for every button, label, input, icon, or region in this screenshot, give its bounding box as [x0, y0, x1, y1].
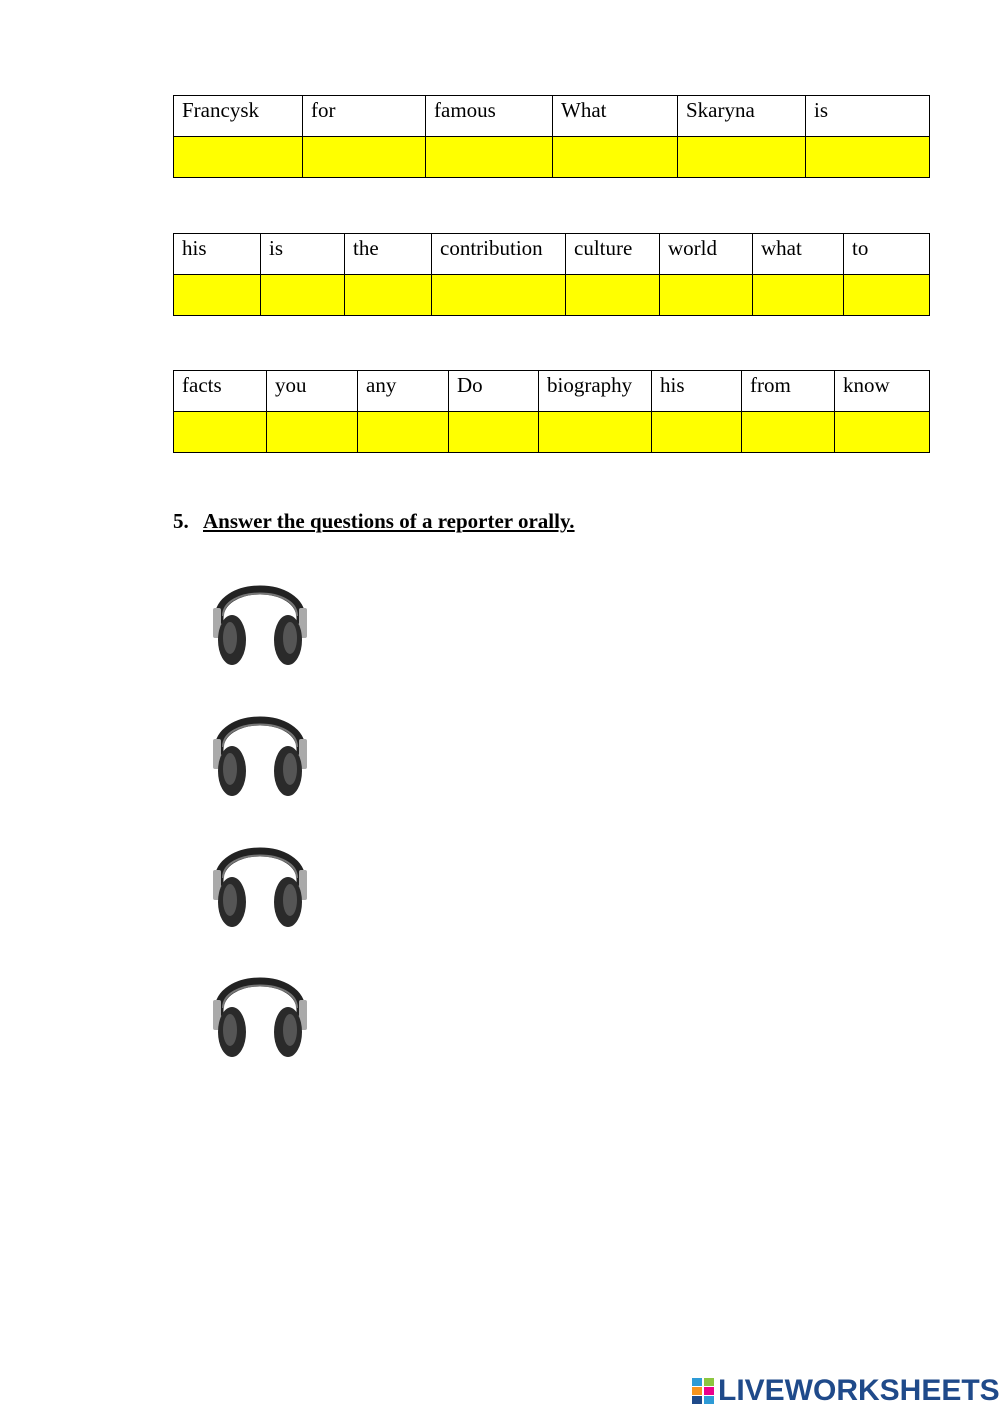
word-cell: Skaryna [678, 96, 806, 137]
answer-input[interactable] [345, 275, 431, 315]
answer-input[interactable] [426, 137, 552, 177]
task-heading [173, 509, 575, 534]
answer-input[interactable] [358, 412, 448, 452]
answer-input[interactable] [174, 137, 302, 177]
word-cell: world [660, 234, 753, 275]
word-cell: the [345, 234, 432, 275]
answer-cell [566, 275, 660, 316]
word-cell: What [553, 96, 678, 137]
answer-cell [678, 137, 806, 178]
answer-cell [174, 412, 267, 453]
answer-cell [553, 137, 678, 178]
word-row [174, 371, 930, 412]
answer-input[interactable] [432, 275, 565, 315]
answer-row [174, 275, 930, 316]
answer-cell [844, 275, 930, 316]
word-order-table-3 [173, 370, 930, 453]
answer-input[interactable] [303, 137, 425, 177]
task-instruction: Answer the questions of a reporter orally. [203, 509, 575, 533]
word-cell: to [844, 234, 930, 275]
word-cell: biography [539, 371, 652, 412]
word-cell: what [753, 234, 844, 275]
answer-cell [806, 137, 930, 178]
answer-cell [174, 275, 261, 316]
answer-row [174, 412, 930, 453]
word-cell: facts [174, 371, 267, 412]
answer-input[interactable] [660, 275, 752, 315]
answer-cell [174, 137, 303, 178]
word-cell: Do [449, 371, 539, 412]
answer-input[interactable] [844, 275, 929, 315]
word-cell: his [174, 234, 261, 275]
answer-cell [753, 275, 844, 316]
word-cell: know [835, 371, 930, 412]
word-order-table-1 [173, 95, 930, 178]
answer-input[interactable] [753, 275, 843, 315]
word-cell: famous [426, 96, 553, 137]
answer-cell [303, 137, 426, 178]
answer-cell [267, 412, 358, 453]
answer-input[interactable] [174, 412, 266, 452]
word-cell: culture [566, 234, 660, 275]
answer-input[interactable] [566, 275, 659, 315]
liveworksheets-logo [692, 1374, 1000, 1408]
word-cell: you [267, 371, 358, 412]
answer-input[interactable] [267, 412, 357, 452]
answer-input[interactable] [449, 412, 538, 452]
answer-input[interactable] [553, 137, 677, 177]
logo-text: LIVEWORKSHEETS [718, 1374, 1000, 1407]
word-cell: from [742, 371, 835, 412]
answer-input[interactable] [742, 412, 834, 452]
word-cell: contribution [432, 234, 566, 275]
headphones-icon[interactable] [205, 689, 315, 799]
answer-cell [261, 275, 345, 316]
word-cell: for [303, 96, 426, 137]
answer-input[interactable] [835, 412, 929, 452]
answer-cell [432, 275, 566, 316]
answer-input[interactable] [806, 137, 929, 177]
word-order-table-2 [173, 233, 930, 316]
answer-cell [539, 412, 652, 453]
answer-input[interactable] [652, 412, 741, 452]
answer-input[interactable] [174, 275, 260, 315]
word-cell: any [358, 371, 449, 412]
word-cell: his [652, 371, 742, 412]
answer-input[interactable] [539, 412, 651, 452]
word-cell: Francysk [174, 96, 303, 137]
word-row [174, 234, 930, 275]
answer-input[interactable] [678, 137, 805, 177]
word-cell: is [806, 96, 930, 137]
answer-cell [742, 412, 835, 453]
answer-row [174, 137, 930, 178]
answer-cell [835, 412, 930, 453]
answer-cell [426, 137, 553, 178]
answer-cell [345, 275, 432, 316]
word-cell: is [261, 234, 345, 275]
answer-cell [358, 412, 449, 453]
headphones-icon[interactable] [205, 820, 315, 930]
headphones-icon[interactable] [205, 950, 315, 1060]
answer-cell [660, 275, 753, 316]
headphones-icon[interactable] [205, 558, 315, 668]
answer-cell [449, 412, 539, 453]
liveworksheets-logo-icon [692, 1378, 714, 1404]
word-row [174, 96, 930, 137]
task-number: 5. [173, 509, 189, 533]
answer-input[interactable] [261, 275, 344, 315]
answer-cell [652, 412, 742, 453]
